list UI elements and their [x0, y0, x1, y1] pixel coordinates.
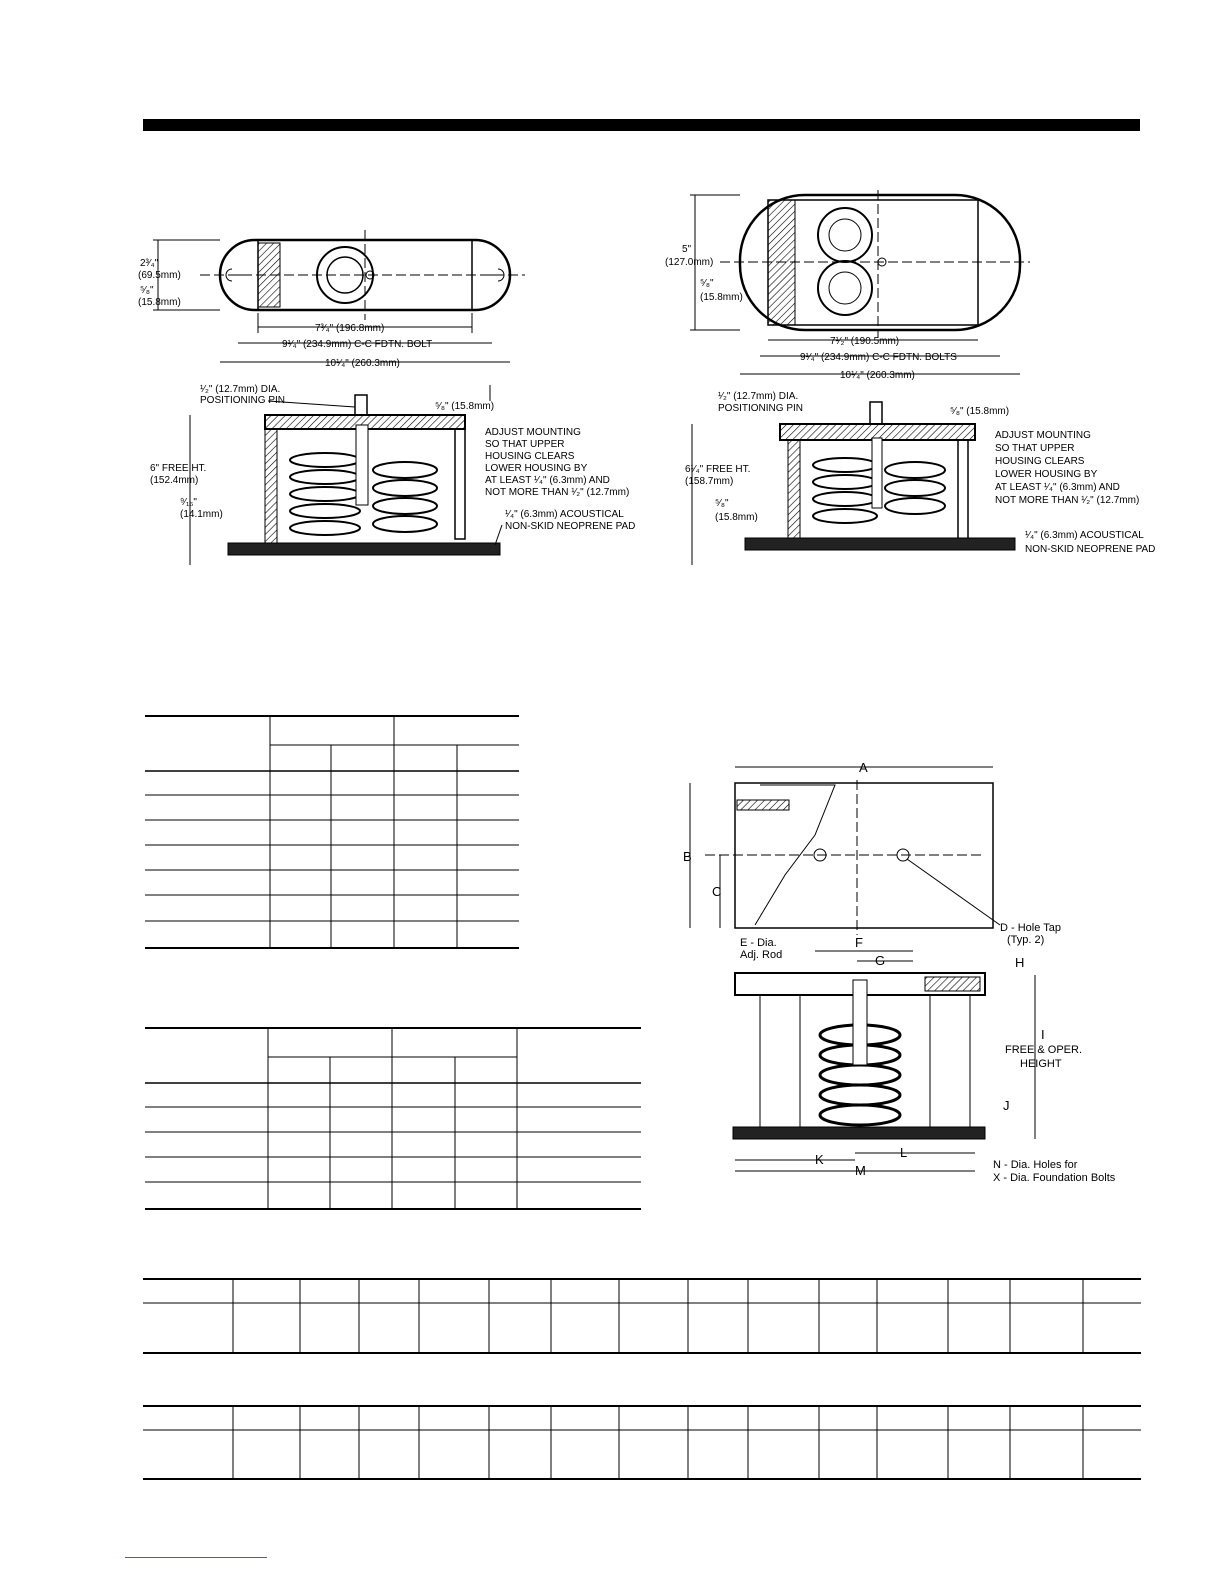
left-dim-width: 2³⁄₄": [140, 258, 159, 269]
lower-base-pad: [733, 1127, 985, 1139]
right-pin-line1: ¹⁄₂" (12.7mm) DIA.: [718, 391, 799, 402]
dim-h: H: [1015, 955, 1025, 970]
right-pad-line1: ¹⁄₄" (6.3mm) ACOUSTICAL: [1025, 530, 1144, 541]
right-mount-drawing: [660, 190, 1156, 590]
table-2-grid: [145, 1027, 643, 1213]
left-dim-slot: ⁵⁄₈": [140, 285, 154, 296]
left-adjust-line-2: HOUSING CLEARS: [485, 451, 575, 462]
right-pin-line2: POSITIONING PIN: [718, 403, 804, 414]
table-4-grid: [143, 1405, 1143, 1483]
right-adjust-line-3: LOWER HOUSING BY: [995, 469, 1098, 480]
left-free-ht: 6" FREE HT.: [150, 463, 207, 474]
lower-mount-svg: [675, 755, 1155, 1190]
right-pad-line2: NON-SKID NEOPRENE PAD: [1025, 544, 1156, 555]
rod-line1: E - Dia.: [740, 937, 777, 949]
left-dim-overall: 10¹⁄₄" (260.3mm): [325, 358, 400, 369]
right-side-view: [685, 391, 1155, 565]
left-adjust-line-1: SO THAT UPPER: [485, 439, 565, 450]
rod-line2: Adj. Rod: [740, 949, 783, 961]
dim-c: C: [712, 884, 722, 899]
right-pin-dim: ⁵⁄₈" (15.8mm): [950, 406, 1010, 417]
lower-mount-drawing: [675, 755, 1155, 1190]
left-pin-line1: ¹⁄₂" (12.7mm) DIA.: [200, 384, 281, 395]
left-side-view: [150, 384, 635, 565]
right-dim-slot-mm: (15.8mm): [700, 292, 743, 303]
left-adjust-line-0: ADJUST MOUNTING: [485, 427, 581, 438]
height-line2: FREE & OPER.: [1005, 1044, 1083, 1056]
table-3-grid: [143, 1278, 1143, 1356]
dim-m: M: [855, 1163, 866, 1178]
table-1-grid: [145, 715, 521, 951]
right-adjust-line-5: NOT MORE THAN ¹⁄₂" (12.7mm): [995, 495, 1140, 506]
left-mount-svg: [138, 225, 636, 585]
right-free-ht: 6¹⁄₄" FREE HT.: [685, 464, 751, 475]
left-pad-line2: NON-SKID NEOPRENE PAD: [505, 521, 636, 532]
dim-g: G: [875, 953, 886, 968]
right-dim-cc: 9¹⁄₄" (234.9mm) C-C FDTN. BOLTS: [800, 352, 957, 363]
left-pin-dim: ⁵⁄₈" (15.8mm): [435, 401, 495, 412]
left-base-dim: ⁹⁄₁₆": [180, 497, 197, 508]
left-base-dim-mm: (14.1mm): [180, 509, 223, 520]
left-free-ht-mm: (152.4mm): [150, 475, 199, 486]
right-base-dim: ⁵⁄₈": [715, 498, 729, 509]
right-dim-width-mm: (127.0mm): [665, 257, 714, 268]
left-base-pad: [228, 543, 500, 555]
dim-f: F: [855, 935, 863, 950]
right-base-pad: [745, 538, 1015, 550]
left-adjust-line-5: NOT MORE THAN ¹⁄₂" (12.7mm): [485, 487, 630, 498]
hole-tap-line2: (Typ. 2): [1007, 934, 1045, 946]
right-adjust-line-1: SO THAT UPPER: [995, 443, 1075, 454]
right-dim-width: 5": [682, 244, 692, 255]
dim-k: K: [815, 1152, 824, 1167]
right-adjust-line-4: AT LEAST ¹⁄₄" (6.3mm) AND: [995, 482, 1120, 493]
dim-a: A: [859, 760, 868, 775]
left-dim-cc: 9¹⁄₄" (234.9mm) C-C FDTN. BOLT: [282, 339, 433, 350]
dim-l: L: [900, 1145, 908, 1160]
height-line1: I: [1041, 1027, 1045, 1042]
holes-line2: X - Dia. Foundation Bolts: [993, 1172, 1116, 1184]
right-dim-housing: 7¹⁄₂" (190.5mm): [830, 336, 900, 347]
left-dim-slot-mm: (15.8mm): [138, 297, 181, 308]
hole-tap-line1: D - Hole Tap: [1000, 922, 1061, 934]
dim-j: J: [1003, 1098, 1010, 1113]
right-base-dim-mm: (15.8mm): [715, 512, 758, 523]
left-adjust-line-4: AT LEAST ¹⁄₄" (6.3mm) AND: [485, 475, 610, 486]
height-line3: HEIGHT: [1020, 1058, 1062, 1070]
left-top-view: [138, 230, 525, 369]
header-bar: [143, 119, 1140, 131]
left-dim-width-mm: (69.5mm): [138, 270, 181, 281]
right-adjust-line-2: HOUSING CLEARS: [995, 456, 1085, 467]
holes-line1: N - Dia. Holes for: [993, 1159, 1078, 1171]
left-adjust-line-3: LOWER HOUSING BY: [485, 463, 588, 474]
left-dim-housing: 7³⁄₄" (196.8mm): [315, 323, 385, 334]
right-adjust-line-0: ADJUST MOUNTING: [995, 430, 1091, 441]
left-pad-line1: ¹⁄₄" (6.3mm) ACOUSTICAL: [505, 509, 624, 520]
right-dim-slot: ⁵⁄₈": [700, 278, 714, 289]
right-top-view: [665, 190, 1030, 381]
left-pin-line2: POSITIONING PIN: [200, 395, 286, 406]
right-dim-overall: 10¹⁄₄" (260.3mm): [840, 370, 915, 381]
right-free-ht-mm: (158.7mm): [685, 476, 734, 487]
left-mount-drawing: [138, 225, 636, 585]
right-mount-svg: [660, 190, 1156, 590]
dim-b: B: [683, 849, 692, 864]
footer-rule: [125, 1557, 267, 1558]
